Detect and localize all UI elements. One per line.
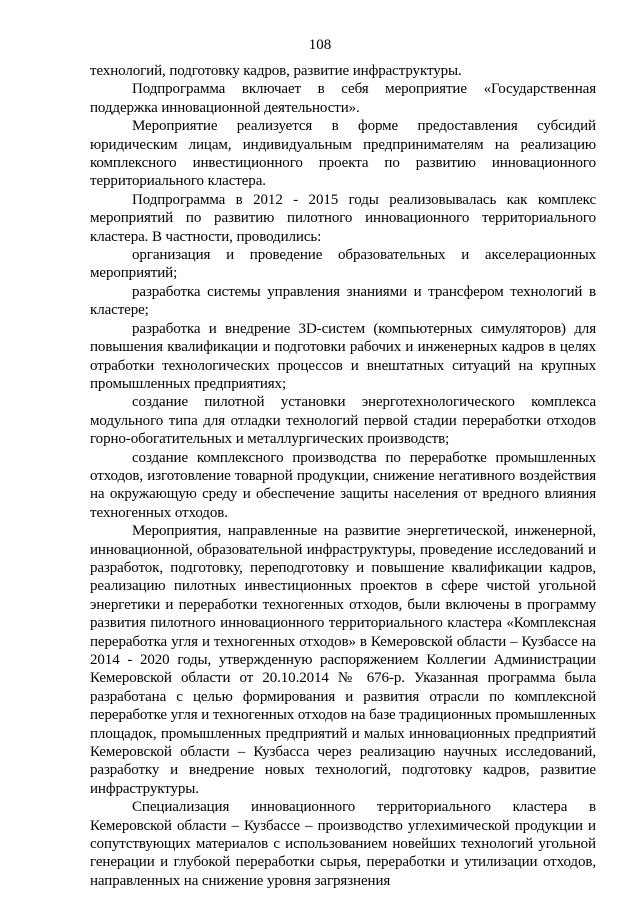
paragraph-cluster-specialization: Специализация инновационного территориального кластера в Кемеровской области – Кузбассе – производство углехимической продукции и сопутствующих материалов с использованием новейших технологий угольной генерации и глубокой переработки сырья, переработки и утилизации отходов, направленных на снижение уровня загрязнения	[90, 799, 596, 889]
list-item-pilot-installation: создание пилотной установки энерготехнологического комплекса модульного типа для отладки технологий первой стадии переработки отходов горно-обогатительных и металлургических производств;	[90, 394, 596, 448]
page-number: 108	[308, 37, 332, 53]
paragraph-continuation: технологий, подготовку кадров, развитие инфраструктуры.	[90, 63, 462, 79]
list-item-events: организация и проведение образовательных и акселерационных мероприятий;	[90, 247, 596, 282]
paragraph-infrastructure-measures: Мероприятия, направленные на развитие энергетической, инженерной, инновационной, образовательной инфраструктуры, проведение исследований и разработок, подготовку, переподготовку и повышение квалификации кадров, реализацию пилотных инвестиционных проектов в сфере чистой угольной энергетики и переработки техногенных отходов, были включены в программу развития пилотного инновационного территориального кластера «Комплексная переработка угля и техногенных отходов» в Кемеровской области – Кузбассе на 2014 - 2020 годы, утвержденную распоряжением Коллегии Администрации Кемеровской области от 20.10.2014 № 676-р. Указанная программа была разработана с целью формирования и развития отрасли по комплексной переработке угля и техногенных отходов на базе традиционных промышленных площадок, промышленных предприятий и малых инновационных предприятий Кемеровской области – Кузбасса через реализацию научных исследований, разработку и внедрение новых технологий, подготовку кадров, развитие инфраструктуры.	[90, 523, 596, 797]
paragraph-subprogram-2012-2015: Подпрограмма в 2012 - 2015 годы реализовывалась как комплекс мероприятий по развитию пилотного инновационного территориального кластера. В частности, проводились:	[90, 191, 596, 245]
list-item-3d-systems: разработка и внедрение 3D-систем (компьютерных симуляторов) для повышения квалификации и подготовки рабочих и инженерных кадров в целях отработки технологических процессов и внештатных ситуаций на крупных промышленных предприятиях;	[90, 320, 596, 392]
paragraph-subprogram-includes: Подпрограмма включает в себя мероприятие «Государственная поддержка инновационной деятельности».	[90, 81, 596, 116]
list-item-complex-production: создание комплексного производства по переработке промышленных отходов, изготовление товарной продукции, снижение негативного воздействия на окружающую среду и обеспечение защиты населения от вредного влияния техногенных отходов.	[90, 449, 596, 521]
list-item-knowledge-management: разработка системы управления знаниями и трансфером технологий в кластере;	[90, 283, 596, 319]
document-body	[90, 62, 596, 890]
paragraph-subsidies: Мероприятие реализуется в форме предоставления субсидий юридическим лицам, индивидуальным предпринимателям на реализацию комплексного инвестиционного проекта по развитию инновационного территориального кластера.	[90, 118, 596, 190]
